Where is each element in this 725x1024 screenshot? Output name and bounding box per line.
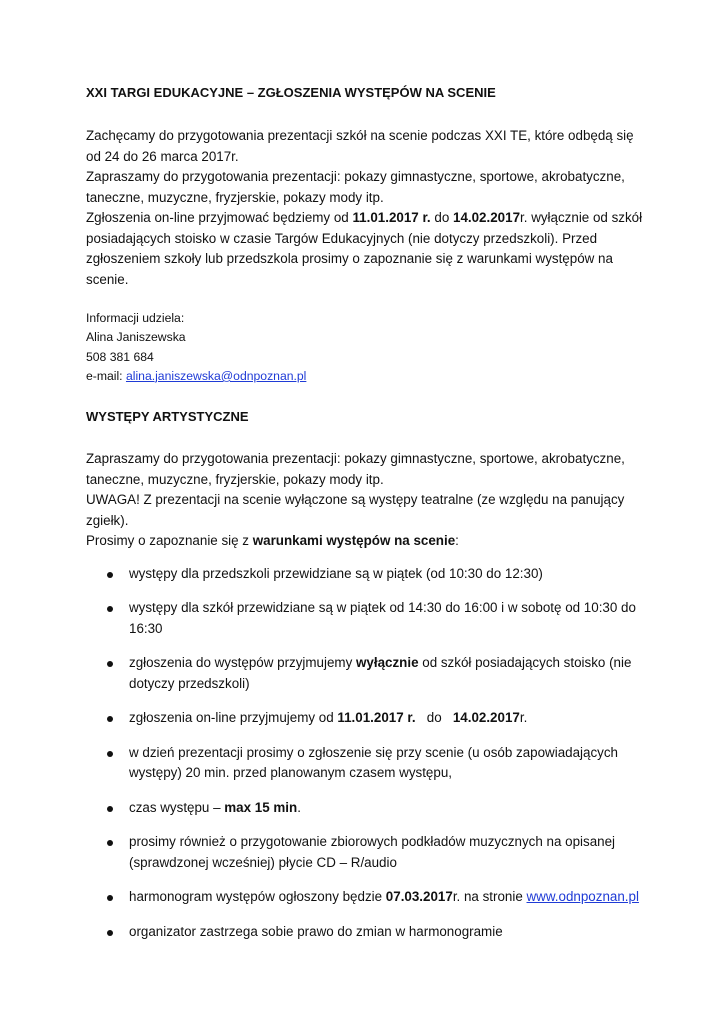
document-content [86, 84, 646, 956]
list-item-text: w dzień prezentacji prosimy o zgłoszenie się przy scenie (u osób zapowiadających występy) 20 min. przed planowanym czasem występu, [129, 744, 619, 781]
section2-paragraph-3 [86, 531, 646, 552]
intro-p3-text: Zgłoszenia on-line przyjmować będziemy od [86, 210, 353, 225]
intro-paragraph-1: Zachęcamy do przygotowania prezentacji szkół na scenie podczas XXI TE, które odbędą się od 24 do 26 marca 2017r. [86, 128, 634, 164]
list-item-text-rest: od szkół posiadających stoisko (nie dotyczy przedszkoli) [129, 655, 632, 691]
contact-name: Alina Janiszewska [86, 330, 186, 345]
page-title: XXI TARGI EDUKACYJNE – ZGŁOSZENIA WYSTĘPÓW NA SCENIE [86, 85, 496, 100]
contact-label: Informacji udziela: [86, 311, 185, 325]
list-item-text: występy dla szkół przewidziane są w piątek od 14:30 do 16:00 i w sobotę od 10:30 do 16:30 [129, 600, 636, 636]
list-item [86, 922, 646, 943]
start-date-bold: 11.01.2017 r. [337, 710, 416, 726]
section2-p3-text: Prosimy o zapoznanie się z [86, 533, 253, 549]
list-item-text-rest: r. [519, 710, 528, 726]
website-link[interactable]: www.odnpoznan.pl [526, 889, 639, 905]
intro-start-date: 11.01.2017 r. [352, 210, 431, 225]
list-item-text: prosimy również o przygotowanie zbiorowych podkładów muzycznych na opisanej (sprawdzonej wcześniej) płycie CD – R/audio [129, 834, 616, 870]
section2-p3-colon: : [455, 533, 459, 549]
bullet-icon [107, 930, 113, 936]
bullet-icon [107, 751, 113, 757]
section-title-artistic: WYSTĘPY ARTYSTYCZNE [86, 409, 249, 425]
end-date-bold: 14.02.2017 [452, 710, 520, 726]
contact-block [86, 309, 646, 386]
list-item-text: czas występu – [129, 799, 225, 815]
list-item [86, 743, 646, 784]
contact-phone: 508 381 684 [86, 349, 154, 364]
section2-paragraph-1: Zapraszamy do przygotowania prezentacji: pokazy gimnastyczne, sportowe, akrobatyczne, taneczne, muzyczne, fryzjerskie, pokazy mody itp. [86, 451, 625, 487]
list-item [86, 653, 646, 694]
list-item-text: organizator zastrzega sobie prawo do zmian w harmonogramie [129, 923, 503, 939]
list-item [86, 887, 646, 908]
list-item-text: harmonogram występów ogłoszony będzie [129, 889, 386, 905]
list-item [86, 564, 646, 585]
list-item-text: występy dla przedszkoli przewidziane są w piątek (od 10:30 do 12:30) [129, 565, 543, 581]
bullet-icon [107, 572, 113, 578]
section2-paragraph-2: UWAGA! Z prezentacji na scenie wyłączone są występy teatralne (ze względu na panujący zgiełk). [86, 492, 625, 528]
list-item-text: zgłoszenia on-line przyjmujemy od [129, 710, 338, 726]
schedule-date-bold: 07.03.2017 [385, 889, 453, 905]
intro-end-date: 14.02.2017 [453, 210, 521, 225]
list-item-text-rest: . [297, 799, 301, 815]
list-item [86, 598, 646, 639]
conditions-list [86, 564, 646, 943]
bullet-icon [107, 840, 113, 846]
list-item-text: zgłoszenia do występów przyjmujemy [129, 655, 356, 671]
max-duration-bold: max 15 min [224, 799, 298, 815]
list-item-text-rest: r. na stronie [452, 889, 527, 905]
bullet-icon [107, 716, 113, 722]
email-link[interactable]: alina.janiszewska@odnpoznan.pl [125, 368, 307, 383]
list-item [86, 832, 646, 873]
intro-p3-rest: r. wyłącznie od szkół posiadających stoisko w czasie Targów Edukacyjnych (nie dotyczy przedszkoli). Przed zgłoszeniem szkoły lub przedszkola prosimy o zapoznanie się z warunkami występów na scenie. [86, 210, 643, 287]
contact-email-line [86, 367, 646, 386]
intro-paragraph-3 [86, 208, 646, 290]
exclusive-bold: wyłącznie [356, 655, 419, 671]
intro-block [86, 126, 646, 290]
bullet-icon [107, 606, 113, 612]
list-item-text-mid: do [415, 710, 453, 726]
bullet-icon [107, 895, 113, 901]
intro-p3-mid: do [430, 210, 453, 225]
section2-paragraphs [86, 449, 646, 552]
intro-paragraph-2: Zapraszamy do przygotowania prezentacji: pokazy gimnastyczne, sportowe, akrobatyczne, taneczne, muzyczne, fryzjerskie, pokazy mody itp. [86, 169, 625, 205]
email-label: e-mail: [86, 368, 126, 383]
list-item [86, 708, 646, 729]
bullet-icon [107, 806, 113, 812]
conditions-bold: warunkami występów na scenie [252, 533, 456, 549]
bullet-icon [107, 661, 113, 667]
list-item [86, 798, 646, 819]
